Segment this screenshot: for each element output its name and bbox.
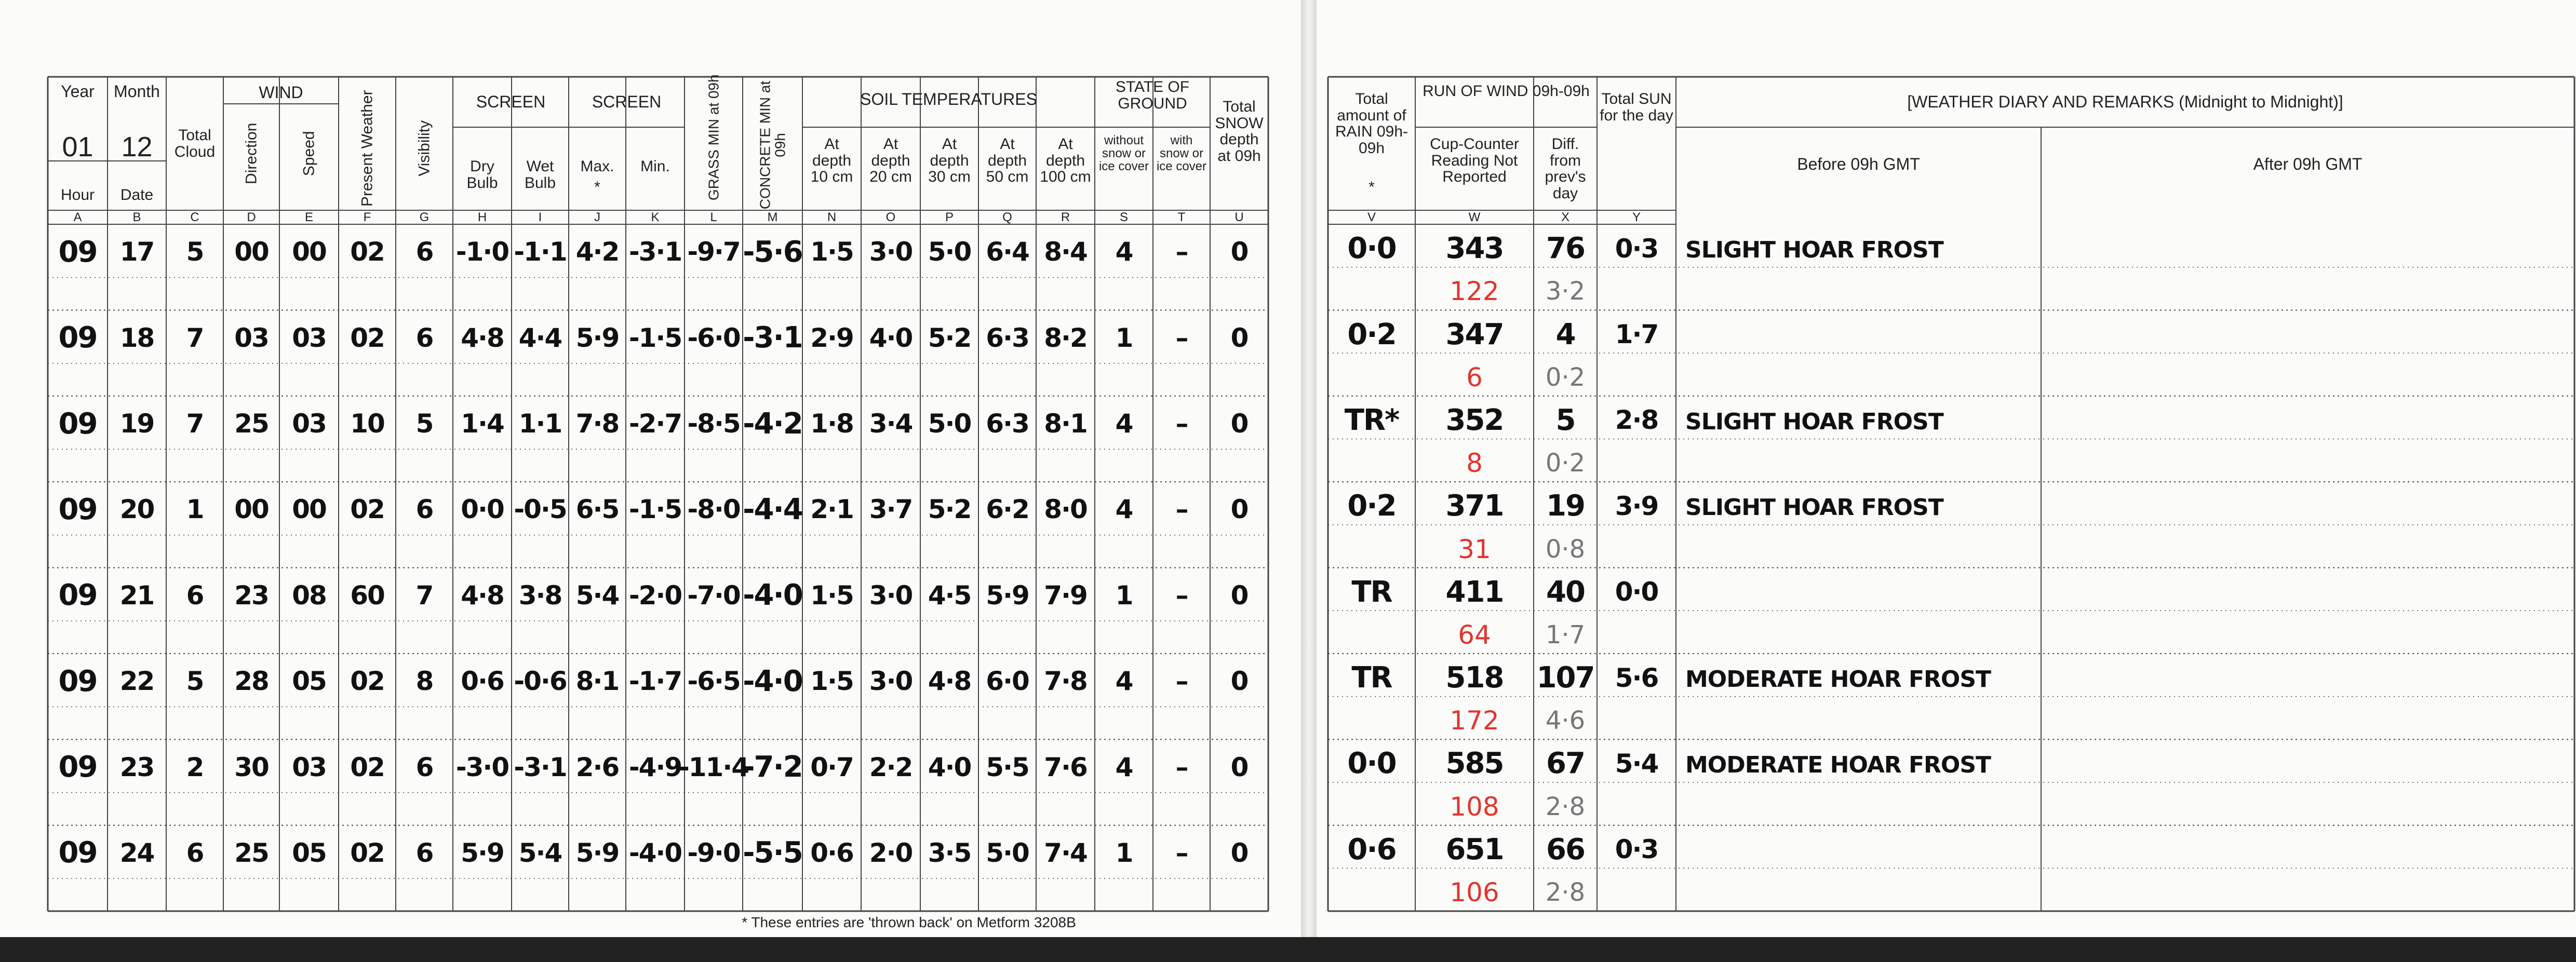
cell-d: 25 [234,409,269,439]
cell-p: 5·0 [928,409,971,439]
cell-m: -4·0 [743,664,802,698]
cell-d: 25 [234,837,269,868]
cell-s: 4 [1115,409,1133,439]
cell-c: 2 [186,752,204,782]
cell-j: 8·1 [575,666,619,697]
cell-cup-counter: 347 [1445,317,1504,351]
cell-j: 2·6 [575,752,619,782]
cell-c: 7 [186,409,204,439]
cell-d: 23 [234,580,269,611]
cell-diff: 4 [1555,317,1575,351]
cell-u: 0 [1230,666,1248,697]
header-total-cloud: Total Cloud [174,127,216,160]
column-letter: Y [1632,210,1641,224]
header-screen-1: SCREEN [476,92,546,111]
cell-cup-counter: 352 [1445,403,1504,437]
cell-remark: SLIGHT HOAR FROST [1685,494,1943,521]
header-soil-50: At depth 50 cm [986,136,1029,185]
header-dry-bulb: Dry Bulb [466,158,498,192]
cell-u: 0 [1230,237,1248,267]
cell-d: 28 [234,666,269,697]
cell-m: -5·6 [743,235,802,269]
cell-r: 7·8 [1044,666,1087,697]
cell-sun: 0·0 [1615,577,1658,607]
column-letter: Q [1002,210,1012,224]
cell-l: -6·0 [687,322,740,353]
cell-cup-difference-red: 6 [1466,362,1483,392]
column-letter: S [1119,210,1128,224]
header-soil-100: At depth 100 cm [1040,136,1091,185]
column-letter: X [1561,210,1569,224]
header-soil-30: At depth 30 cm [928,136,971,185]
cell-n: 0·6 [810,837,853,868]
cell-n: 2·9 [810,322,853,353]
header-after-09h: After 09h GMT [2253,155,2363,173]
cell-l: -6·5 [687,666,740,697]
cell-f: 02 [350,666,384,697]
header-wet-bulb: Wet Bulb [524,158,556,192]
cell-b: 18 [119,322,154,353]
cell-g: 6 [415,494,433,525]
cell-p: 5·2 [928,322,971,353]
cell-q: 6·0 [986,666,1029,697]
header-without-snow: without snow or ice cover [1098,133,1149,174]
cell-m: -3·1 [743,321,802,355]
cell-m: -4·0 [743,578,802,613]
cell-c: 5 [186,237,204,267]
cell-o: 3·0 [869,666,913,697]
cell-s: 4 [1115,237,1133,267]
cell-u: 0 [1230,580,1248,611]
cell-f: 02 [350,752,384,782]
cell-q: 6·2 [986,494,1029,525]
cell-cup-counter: 343 [1445,232,1504,266]
header-hour: Hour [60,186,95,204]
cell-d: 03 [234,322,269,353]
column-letter: R [1061,210,1070,224]
cell-i: -1·1 [514,237,567,267]
cell-t: – [1175,322,1188,353]
cell-t: – [1175,580,1188,611]
cell-a: 09 [58,664,97,698]
cell-cup-counter: 411 [1445,575,1504,609]
cell-h: 4·8 [461,322,504,353]
header-month: Month [114,82,160,101]
cell-o: 2·2 [869,752,913,782]
cell-k: -4·0 [628,837,682,868]
column-letter: I [538,210,542,224]
header-soil-temperatures: SOIL TEMPERATURES [860,90,1037,109]
cell-l: -9·0 [687,837,740,868]
cell-q: 5·0 [986,837,1029,868]
header-speed: Speed [300,131,318,177]
header-soil-10: At depth 10 cm [810,136,853,185]
cell-sun: 0·3 [1615,233,1658,264]
cell-j: 5·9 [575,322,619,353]
cell-t: – [1175,237,1188,267]
cell-l: -9·7 [687,237,740,267]
cell-sun: 1·7 [1615,319,1658,350]
cell-d: 00 [234,494,269,525]
cell-cup-counter: 518 [1445,661,1504,695]
header-before-09h: Before 09h GMT [1797,155,1920,173]
cell-n: 1·5 [810,666,853,697]
cell-g: 6 [415,752,433,782]
column-letter: J [594,210,600,224]
cell-diff: 5 [1555,403,1575,437]
cell-diff: 40 [1546,575,1585,609]
cell-o: 4·0 [869,322,913,353]
cell-b: 19 [119,409,154,439]
cell-q: 6·3 [986,409,1029,439]
column-letter: B [132,210,141,224]
cell-u: 0 [1230,837,1248,868]
header-visibility: Visibility [415,120,433,177]
cell-remark: SLIGHT HOAR FROST [1685,408,1943,435]
cell-s: 4 [1115,752,1133,782]
cell-h: -3·0 [455,752,509,782]
cell-e: 03 [292,752,326,782]
cell-cup-difference-red: 108 [1450,791,1499,822]
cell-s: 1 [1115,322,1133,353]
cell-i: -3·1 [514,752,567,782]
cell-k: -2·7 [628,409,682,439]
cell-k: -4·9 [628,752,682,782]
header-date: Date [120,186,154,204]
column-letter: G [419,210,430,224]
header-present-weather: Present Weather [358,90,376,207]
header-wind: WIND [259,83,303,102]
right-table [1317,0,2576,962]
cell-e: 00 [292,494,326,525]
cell-rain: 0·0 [1347,232,1396,266]
cell-e: 00 [292,237,326,267]
cell-c: 7 [186,322,204,353]
cell-h: 4·8 [461,580,504,611]
cell-g: 6 [415,322,433,353]
cell-b: 17 [119,237,154,267]
cell-diff-converted: 4·6 [1545,706,1586,736]
column-letter: D [247,210,256,224]
column-letter: U [1235,210,1244,224]
cell-d: 30 [234,752,269,782]
column-letter: H [477,210,487,224]
cell-i: 5·4 [518,837,562,868]
cell-h: 0·0 [461,494,504,525]
column-letter: C [190,210,199,224]
cell-m: -4·4 [743,492,802,526]
cell-remark: MODERATE HOAR FROST [1685,752,1991,779]
cell-sun: 0·3 [1615,834,1658,865]
column-letter: L [710,210,717,224]
page-bottom-edge [0,937,2576,962]
cell-h: 1·4 [461,409,504,439]
cell-diff: 66 [1546,832,1585,866]
header-total-rain: Total amount of RAIN 09h-09h [1335,90,1408,157]
cell-c: 6 [186,580,204,611]
cell-r: 8·0 [1044,494,1087,525]
cell-s: 1 [1115,837,1133,868]
cell-u: 0 [1230,409,1248,439]
cell-r: 7·6 [1044,752,1087,782]
cell-k: -1·5 [628,494,682,525]
cell-g: 7 [415,580,433,611]
cell-p: 3·5 [928,837,971,868]
cell-o: 3·0 [869,580,913,611]
cell-i: 4·4 [518,322,562,353]
cell-sun: 2·8 [1615,405,1658,436]
cell-o: 3·7 [869,494,913,525]
cell-diff: 76 [1546,232,1585,266]
header-diary: [WEATHER DIARY AND REMARKS (Midnight to Midnight)] [1907,92,2343,111]
cell-k: -2·0 [628,580,682,611]
cell-a: 09 [58,578,97,613]
cell-t: – [1175,752,1188,782]
cell-e: 03 [292,322,326,353]
header-screen-2: SCREEN [592,92,662,111]
cell-rain: 0·6 [1347,832,1396,866]
cell-g: 5 [415,409,433,439]
cell-a: 09 [58,492,97,526]
cell-m: -7·2 [743,750,802,784]
header-rain-star: * [1369,179,1375,196]
right-page [1317,0,2576,962]
header-max: Max. [580,158,614,175]
cell-f: 60 [350,580,384,611]
cell-a: 09 [58,321,97,355]
column-letter: O [886,210,896,224]
cell-t: – [1175,409,1188,439]
cell-diff-converted: 0·2 [1545,362,1586,392]
cell-q: 5·9 [986,580,1029,611]
header-diff: Diff. from prev's day [1545,136,1586,202]
header-year: Year [61,82,95,101]
cell-t: – [1175,666,1188,697]
header-min: Min. [640,158,670,175]
cell-diff-converted: 0·2 [1545,449,1586,478]
cell-a: 09 [58,235,97,269]
cell-p: 5·0 [928,237,971,267]
cell-r: 8·4 [1044,237,1087,267]
header-year-value: 01 [62,131,93,162]
cell-j: 6·5 [575,494,619,525]
cell-cup-counter: 371 [1445,489,1504,523]
cell-u: 0 [1230,494,1248,525]
cell-c: 1 [186,494,204,525]
cell-diff: 19 [1546,489,1585,523]
cell-cup-counter: 651 [1445,832,1504,866]
cell-l: -8·5 [687,409,740,439]
cell-rain: TR [1351,661,1392,695]
cell-rain: TR* [1344,403,1399,437]
cell-h: 0·6 [461,666,504,697]
cell-s: 4 [1115,666,1133,697]
cell-j: 5·4 [575,580,619,611]
cell-o: 2·0 [869,837,913,868]
cell-c: 6 [186,837,204,868]
cell-b: 21 [119,580,154,611]
cell-p: 4·8 [928,666,971,697]
cell-i: 1·1 [518,409,562,439]
cell-a: 09 [58,407,97,441]
cell-r: 7·4 [1044,837,1087,868]
cell-n: 0·7 [810,752,853,782]
cell-i: 3·8 [518,580,562,611]
cell-a: 09 [58,750,97,784]
cell-b: 24 [119,837,154,868]
cell-q: 5·5 [986,752,1029,782]
header-run-of-wind: RUN OF WIND 09h-09h [1423,83,1590,100]
header-direction: Direction [243,123,260,184]
column-letter: N [827,210,837,224]
column-letter: K [651,210,660,224]
cell-sun: 5·6 [1615,662,1658,693]
cell-cup-difference-red: 122 [1450,276,1499,307]
cell-q: 6·4 [986,237,1029,267]
cell-p: 4·5 [928,580,971,611]
cell-sun: 3·9 [1615,491,1658,521]
header-with-snow: with snow or ice cover [1156,133,1207,174]
cell-q: 6·3 [986,322,1029,353]
cell-h: 5·9 [461,837,504,868]
cell-e: 05 [292,666,326,697]
cell-j: 7·8 [575,409,619,439]
column-letter: P [945,210,954,224]
cell-remark: SLIGHT HOAR FROST [1685,237,1943,263]
header-concrete-min: CONCRETE MIN at 09h [757,80,788,210]
cell-e: 08 [292,580,326,611]
cell-o: 3·4 [869,409,913,439]
cell-t: – [1175,837,1188,868]
header-max-star: * [594,179,600,196]
cell-p: 4·0 [928,752,971,782]
cell-diff: 67 [1546,747,1585,781]
cell-f: 10 [350,409,384,439]
cell-j: 5·9 [575,837,619,868]
header-grass-min: GRASS MIN at 09h [705,74,722,201]
column-letter: M [767,210,778,224]
cell-f: 02 [350,322,384,353]
cell-i: -0·6 [514,666,567,697]
header-total-sun: Total SUN for the day [1600,90,1673,124]
cell-m: -4·2 [743,407,802,441]
cell-diff-converted: 2·8 [1545,792,1586,821]
cell-d: 00 [234,237,269,267]
column-letter: E [304,210,313,224]
cell-e: 03 [292,409,326,439]
cell-m: -5·5 [743,836,802,870]
cell-b: 22 [119,666,154,697]
header-total-snow: Total SNOW depth at 09h [1215,98,1264,165]
cell-f: 02 [350,837,384,868]
cell-n: 1·5 [810,237,853,267]
cell-l: -7·0 [687,580,740,611]
cell-u: 0 [1230,322,1248,353]
cell-sun: 5·4 [1615,748,1658,779]
cell-rain: TR [1351,575,1392,609]
column-letter: V [1367,210,1376,224]
cell-n: 1·8 [810,409,853,439]
cell-cup-difference-red: 172 [1450,706,1499,736]
column-letter: A [73,210,82,224]
cell-j: 4·2 [575,237,619,267]
cell-cup-difference-red: 106 [1450,877,1499,908]
cell-r: 8·1 [1044,409,1087,439]
header-soil-20: At depth 20 cm [869,136,912,185]
cell-diff-converted: 3·2 [1545,277,1586,306]
cell-rain: 0·0 [1347,747,1396,781]
cell-r: 7·9 [1044,580,1087,611]
cell-cup-difference-red: 8 [1466,448,1483,479]
cell-diff-converted: 1·7 [1545,620,1586,649]
cell-e: 05 [292,837,326,868]
cell-s: 1 [1115,580,1133,611]
cell-u: 0 [1230,752,1248,782]
cell-diff-converted: 0·8 [1545,534,1586,564]
cell-diff: 107 [1536,661,1594,695]
cell-cup-counter: 585 [1445,747,1504,781]
cell-r: 8·2 [1044,322,1087,353]
cell-a: 09 [58,836,97,870]
cell-g: 6 [415,837,433,868]
cell-f: 02 [350,494,384,525]
cell-k: -3·1 [628,237,682,267]
column-letter: F [363,210,371,224]
column-letter: W [1468,210,1481,224]
cell-diff-converted: 2·8 [1545,878,1586,907]
header-cup-counter: Cup-Counter Reading Not Reported [1430,136,1519,185]
cell-n: 1·5 [810,580,853,611]
cell-o: 3·0 [869,237,913,267]
book-gutter [1301,0,1317,962]
cell-g: 6 [415,237,433,267]
cell-l: -11·4 [678,752,749,782]
cell-p: 5·2 [928,494,971,525]
cell-cup-difference-red: 31 [1458,534,1491,564]
cell-cup-difference-red: 64 [1458,619,1491,650]
header-state-of-ground: STATE OF GROUND [1115,78,1190,112]
cell-h: -1·0 [455,237,509,267]
cell-k: -1·7 [628,666,682,697]
cell-g: 8 [415,666,433,697]
cell-b: 23 [119,752,154,782]
footnote: * These entries are 'thrown back' on Metform 3208B [742,914,1076,930]
cell-b: 20 [119,494,154,525]
cell-l: -8·0 [687,494,740,525]
cell-n: 2·1 [810,494,853,525]
column-letter: T [1177,210,1186,224]
cell-rain: 0·2 [1347,489,1396,523]
cell-i: -0·5 [514,494,567,525]
cell-k: -1·5 [628,322,682,353]
header-month-value: 12 [121,131,153,162]
cell-t: – [1175,494,1188,525]
cell-f: 02 [350,237,384,267]
cell-c: 5 [186,666,204,697]
cell-s: 4 [1115,494,1133,525]
cell-remark: MODERATE HOAR FROST [1685,666,1991,693]
cell-rain: 0·2 [1347,317,1396,351]
